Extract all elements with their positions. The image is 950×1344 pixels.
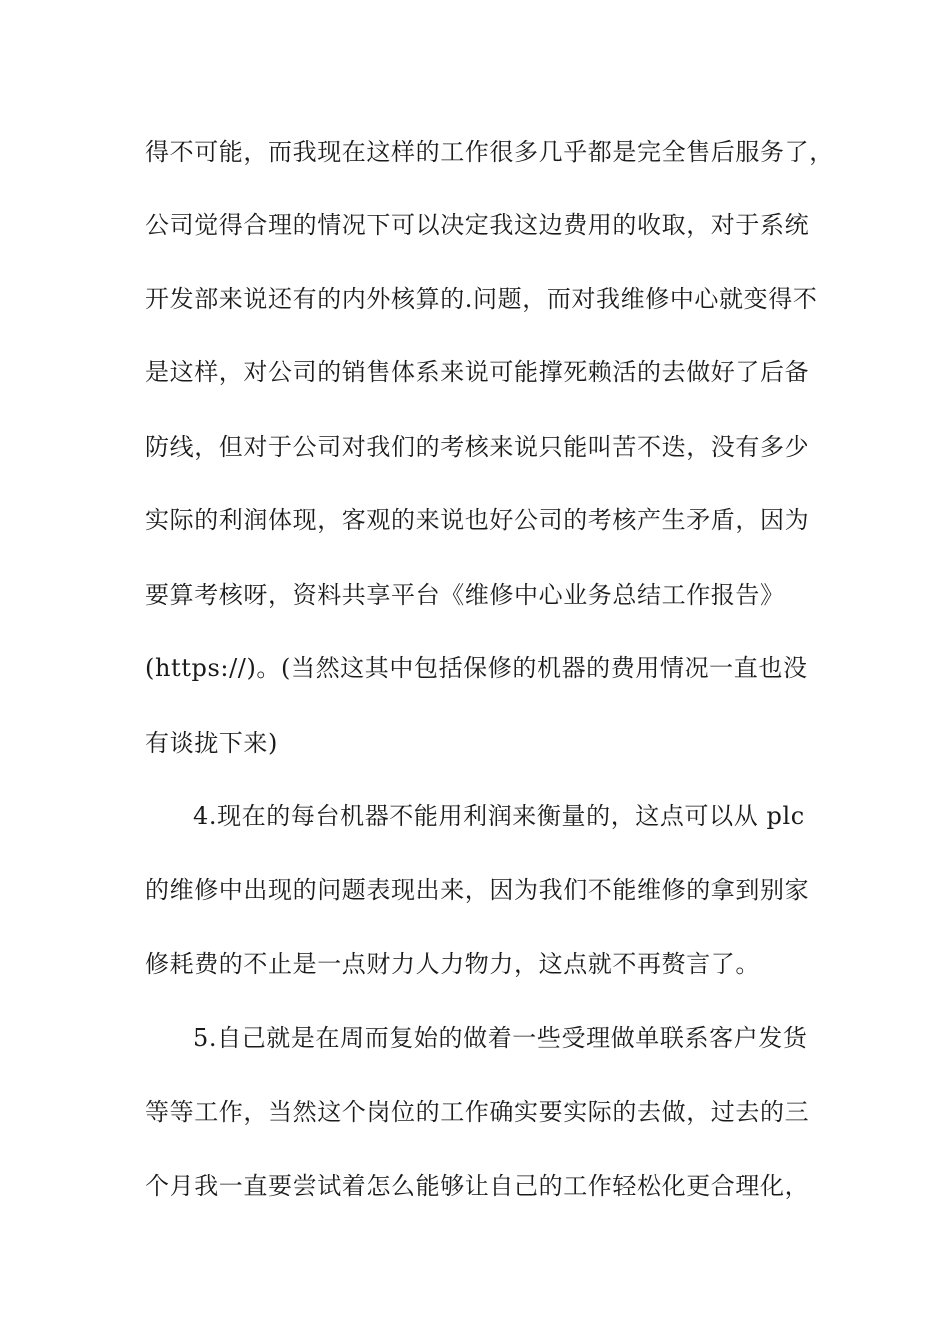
text-line: 防线，但对于公司对我们的考核来说只能叫苦不迭，没有多少 — [145, 433, 810, 461]
text-line: 等等工作，当然这个岗位的工作确实要实际的去做，过去的三 — [145, 1098, 810, 1126]
text-line: 实际的利润体现，客观的来说也好公司的考核产生矛盾，因为 — [145, 506, 810, 534]
text-line: 得不可能，而我现在这样的工作很多几乎都是完全售后服务了， — [145, 138, 834, 166]
text-line: 有谈拢下来) — [145, 729, 278, 757]
paragraph-4-first-line: 4.现在的每台机器不能用利润来衡量的，这点可以从 plc — [193, 802, 805, 830]
text-line: 公司觉得合理的情况下可以决定我这边费用的收取，对于系统 — [145, 211, 810, 239]
text-line: 个月我一直要尝试着怎么能够让自己的工作轻松化更合理化， — [145, 1172, 810, 1200]
text-line: (https://)。(当然这其中包括保修的机器的费用情况一直也没 — [145, 654, 808, 682]
text-line: 要算考核呀，资料共享平台《维修中心业务总结工作报告》 — [145, 581, 785, 609]
text-line: 开发部来说还有的内外核算的.问题，而对我维修中心就变得不 — [145, 285, 818, 313]
text-line: 的维修中出现的问题表现出来，因为我们不能维修的拿到别家 — [145, 876, 810, 904]
text-line: 修耗费的不止是一点财力人力物力，这点就不再赘言了。 — [145, 950, 760, 978]
paragraph-5-first-line: 5.自己就是在周而复始的做着一些受理做单联系客户发货 — [193, 1024, 808, 1052]
text-line: 是这样，对公司的销售体系来说可能撑死赖活的去做好了后备 — [145, 358, 810, 386]
